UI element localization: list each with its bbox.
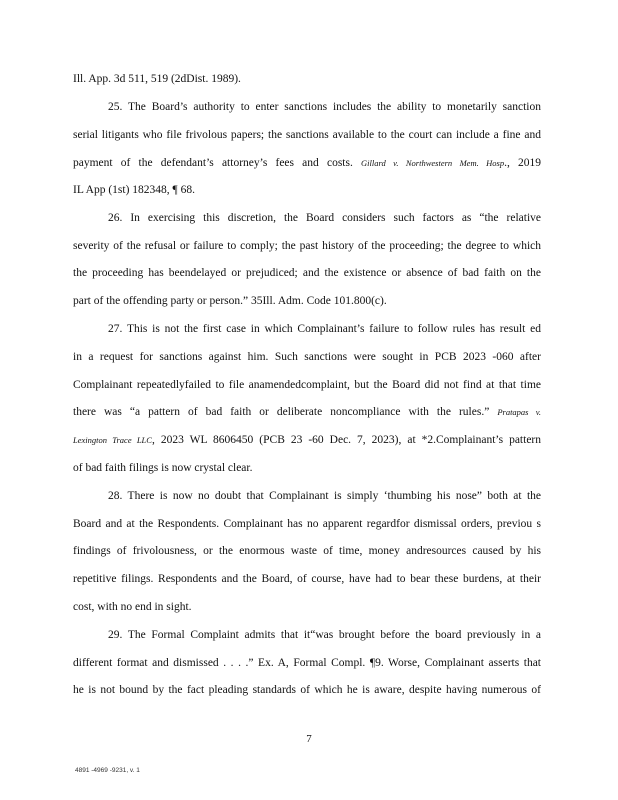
text-line: cost, with no end in sight. (73, 601, 192, 613)
text-line: severity of the refusal or failure to comply; the past history of the proceeding; the degree to which (73, 240, 541, 252)
paragraph-27-line: 27. This is not the first case in which Complainant’s failure to follow rules has result ed (108, 323, 541, 335)
paragraph-25-line: 25. The Board’s authority to enter sanctions includes the ability to monetarily sanction (108, 101, 541, 113)
case-citation: Gillard v. Northwestern Mem. Hosp (361, 158, 505, 168)
text-line: Board and at the Respondents. Complainant has no apparent regardfor dismissal orders, previou s (73, 518, 541, 530)
paragraph-28-line: 28. There is now no doubt that Complainant is simply ‘thumbing his nose” both at the (108, 490, 541, 502)
text-line: findings of frivolousness, or the enormous waste of time, money andresources caused by his (73, 545, 541, 557)
text-segment: ., 2019 (504, 157, 542, 169)
text-line-with-citation (73, 433, 541, 447)
paragraph-29-line: 29. The Formal Complaint admits that it“was brought before the board previously in a (108, 629, 541, 641)
text-segment: payment of the defendant’s attorney’s fees and costs. (73, 157, 353, 169)
text-line: serial litigants who file frivolous papers; the sanctions available to the court can include a fine and (73, 129, 541, 141)
text-line: IL App (1st) 182348, ¶ 68. (73, 184, 196, 196)
text-segment: there was “a pattern of bad faith or deliberate noncompliance with the rules.” (73, 406, 490, 418)
text-line: different format and dismissed . . . .” Ex. A, Formal Compl. ¶9. Worse, Complainant asserts that (73, 657, 541, 669)
case-citation: Lexington Trace LLC (73, 435, 152, 445)
text-line: part of the offending party or person.” 35Ill. Adm. Code 101.800(c). (73, 295, 387, 307)
text-segment: , 2023 WL 8606450 (PCB 23 -60 Dec. 7, 2023), at *2.Complainant’s pattern (151, 434, 542, 446)
text-line: repetitive filings. Respondents and the Board, of course, have had to bear these burdens, at their (73, 573, 541, 585)
page-number: 7 (306, 733, 312, 745)
text-line: in a request for sanctions against him. Such sanctions were sought in PCB 2023 -060 after (73, 351, 541, 363)
text-line-with-citation (73, 156, 541, 170)
text-line: of bad faith filings is now crystal clear. (73, 462, 253, 474)
text-line: Ill. App. 3d 511, 519 (2dDist. 1989). (73, 73, 241, 85)
document-id: 4891 -4969 -9231, v. 1 (75, 767, 140, 774)
case-citation: Pratapas v. (497, 407, 542, 417)
text-line: the proceeding has beendelayed or prejudiced; and the existence or absence of bad faith on the (73, 267, 541, 279)
text-line-with-citation (73, 405, 541, 419)
text-line: he is not bound by the fact pleading standards of which he is aware, despite having numerous of (73, 684, 541, 696)
text-line: Complainant repeatedlyfailed to file anamendedcomplaint, but the Board did not find at that time (73, 379, 541, 391)
paragraph-26-line: 26. In exercising this discretion, the Board considers such factors as “the relative (108, 212, 541, 224)
